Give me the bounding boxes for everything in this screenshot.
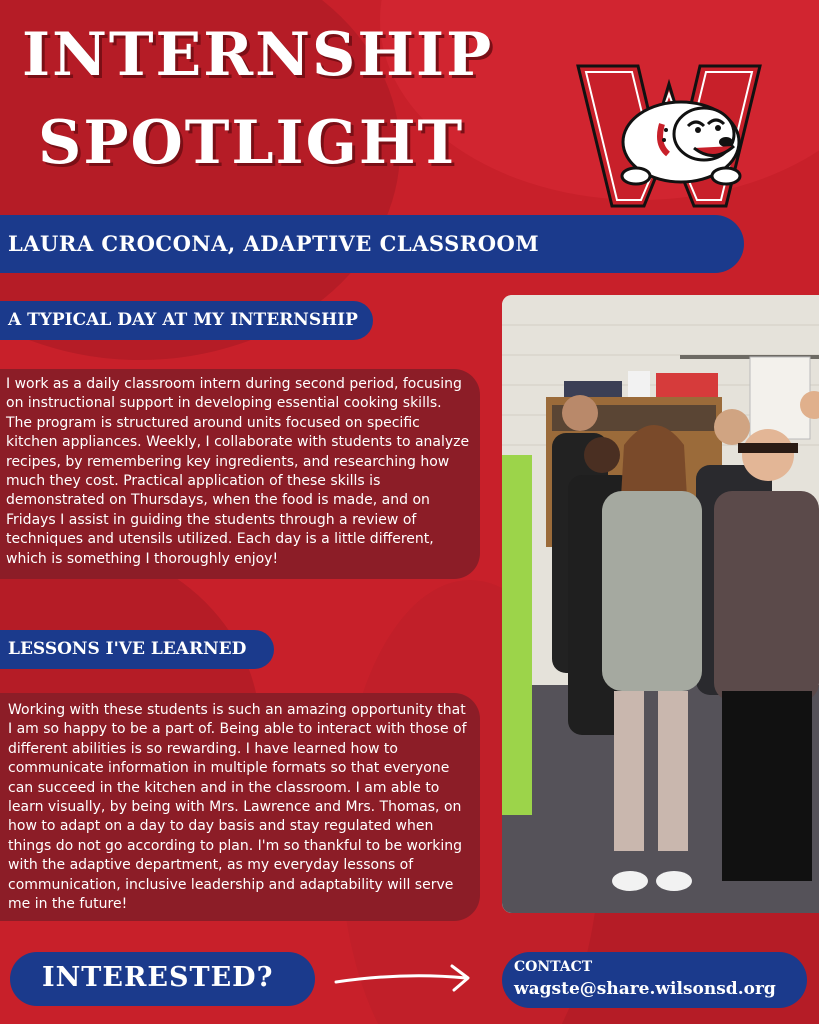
title-line-2: SPOTLIGHT — [38, 108, 465, 178]
section-heading-typical-day — [0, 301, 373, 340]
interested-text: INTERESTED? — [42, 962, 274, 993]
section-heading-text: LESSONS I'VE LEARNED — [8, 639, 247, 659]
section-heading-text: A TYPICAL DAY AT MY INTERNSHIP — [8, 310, 358, 330]
arrow-right-icon — [334, 960, 474, 994]
intern-name-banner — [0, 215, 744, 273]
lessons-learned-text: Working with these students is such an amazing opportunity that I am so happy to be a part of. Being able to interact with those of different abilities is so rewarding. I have learned how to communicate information in multiple formats so that everyone can succeed in the kitchen and in the classroom. I am able to learn visually, by being with Mrs. Lawrence and Mrs. Thomas, on how to adapt on a day to day basis and stay regulated when things do not go according to plan. I'm so thankful to be working with the adaptive department, as my everyday lessons of communication, inclusive leadership and adaptability will serve me in the future! — [0, 693, 480, 921]
group-photo-illustration — [502, 295, 819, 913]
typical-day-text: I work as a daily classroom intern during second period, focusing on instructional support in developing essential cooking skills. The program is structured around units focused on specific kitchen appliances. Weekly, I collaborate with students to analyze recipes, by remembering key ingredients, and researching how much they cost. Practical application of these skills is demonstrated on Thursdays, when the food is made, and on Fridays I assist in guiding the students through a review of techniques and utensils utilized. Each day is a little different, which is something I thoroughly enjoy! — [0, 369, 480, 579]
intern-name: LAURA CROCONA, ADAPTIVE CLASSROOM — [8, 231, 540, 256]
bulldog-w-logo-icon — [576, 64, 762, 208]
section-heading-lessons — [0, 630, 274, 669]
title-line-1: INTERNSHIP — [22, 20, 494, 90]
contact-email-link[interactable]: wagste@share.wilsonsd.org — [514, 979, 776, 999]
contact-label: CONTACT — [514, 959, 593, 975]
group-photo — [502, 295, 819, 913]
contact-box — [502, 952, 807, 1008]
interested-banner — [10, 952, 315, 1006]
